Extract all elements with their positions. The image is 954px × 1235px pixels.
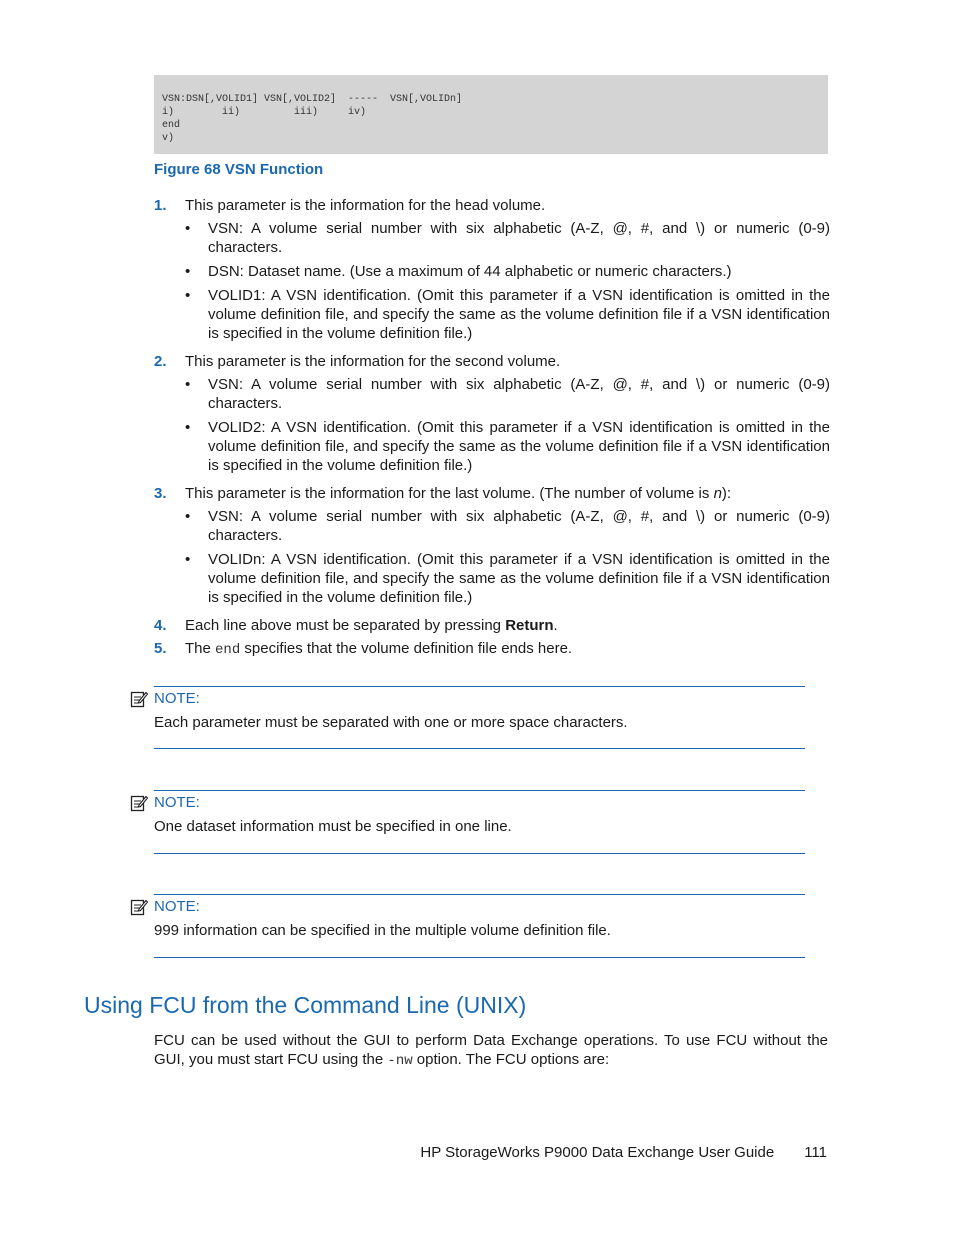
bullet-item: • VOLID1: A VSN identification. (Omit this parameter if a VSN identification is omitted in the volume definition file, and specify the same as the volume definition file if a VSN identification is specified in the volume definition file.) — [185, 286, 830, 343]
section-paragraph — [154, 1031, 828, 1071]
item-number: 1. — [154, 197, 167, 214]
bullet-item: • VOLID2: A VSN identification. (Omit this parameter if a VSN identification is omitted in the volume definition file, and specify the same as the volume definition file if a VSN identification is specified in the volume definition file.) — [185, 418, 830, 475]
item-text-italic: n — [713, 485, 722, 502]
bullet-item: • VOLIDn: A VSN identification. (Omit this parameter if a VSN identification is omitted in the volume definition file, and specify the same as the volume definition file if a VSN identification is specified in the volume definition file.) — [185, 550, 830, 607]
item-number: 3. — [154, 485, 167, 502]
note-icon — [130, 690, 148, 708]
item-text — [185, 616, 830, 635]
note-label: NOTE: — [154, 690, 200, 707]
item-text: This parameter is the information for the head volume. — [185, 197, 546, 214]
parameter-list — [154, 196, 830, 660]
item-text — [185, 484, 830, 503]
note-text: One dataset information must be specified in one line. — [154, 818, 512, 835]
note-box-3 — [154, 894, 805, 958]
note-box-1 — [154, 686, 805, 749]
bullet-list — [185, 507, 830, 607]
para-text: option. The FCU options are: — [412, 1051, 610, 1068]
para-text: FCU can be used without the GUI to perform Data Exchange operations. To use FCU without the GUI, you must start FCU using the — [154, 1032, 828, 1068]
item-text: This parameter is the information for the second volume. — [185, 353, 561, 370]
bullet-list — [185, 219, 830, 343]
code-block-text — [154, 75, 828, 145]
item-text-part: ): — [721, 485, 732, 502]
item-number: 5. — [154, 640, 167, 657]
note-label: NOTE: — [154, 794, 200, 811]
figure-caption: Figure 68 VSN Function — [154, 161, 324, 178]
list-item-5 — [154, 639, 830, 660]
page-footer — [420, 1144, 827, 1161]
bullet-item: • DSN: Dataset name. (Use a maximum of 44 alphabetic or numeric characters.) — [185, 262, 830, 281]
note-label: NOTE: — [154, 898, 200, 915]
list-item-2 — [154, 352, 830, 475]
bullet-item: • VSN: A volume serial number with six alphabetic (A-Z, @, #, and \) or numeric (0-9) characters. — [185, 507, 830, 545]
note-text: 999 information can be specified in the multiple volume definition file. — [154, 922, 611, 939]
note-icon — [130, 794, 148, 812]
guide-title: HP StorageWorks P9000 Data Exchange User Guide — [420, 1144, 775, 1161]
item-text-part: This parameter is the information for the last volume. (The number of volume is — [185, 485, 714, 502]
bullet-item: • VSN: A volume serial number with six alphabetic (A-Z, @, #, and \) or numeric (0-9) characters. — [185, 375, 830, 413]
item-text-part: The — [185, 640, 216, 657]
note-box-2 — [154, 790, 805, 854]
code-block — [154, 75, 828, 154]
list-item-4 — [154, 616, 830, 635]
code-line-3: end — [162, 120, 181, 131]
item-text-bold: Return — [505, 617, 554, 634]
code-line-4: v) — [162, 133, 175, 144]
item-text — [185, 639, 830, 660]
note-icon — [130, 898, 148, 916]
code-line-2: i) ii) iii) iv) — [162, 107, 367, 118]
item-text-code: end — [215, 642, 241, 658]
item-text-part: . — [553, 617, 558, 634]
item-text-part: Each line above must be separated by pressing — [185, 617, 506, 634]
section-title: Using FCU from the Command Line (UNIX) — [84, 992, 527, 1018]
note-text: Each parameter must be separated with one or more space characters. — [154, 714, 628, 731]
list-item-1 — [154, 196, 830, 343]
item-number: 2. — [154, 353, 167, 370]
bullet-list — [185, 375, 830, 475]
item-text-part: specifies that the volume definition file ends here. — [240, 640, 573, 657]
bullet-item: • VSN: A volume serial number with six alphabetic (A-Z, @, #, and \) or numeric (0-9) characters. — [185, 219, 830, 257]
para-code: -nw — [387, 1053, 413, 1069]
list-item-3 — [154, 484, 830, 607]
item-number: 4. — [154, 617, 167, 634]
code-line-1: VSN:DSN[,VOLID1] VSN[,VOLID2] ----- VSN[,VOLIDn] — [162, 94, 463, 105]
page-number: 111 — [804, 1144, 827, 1161]
